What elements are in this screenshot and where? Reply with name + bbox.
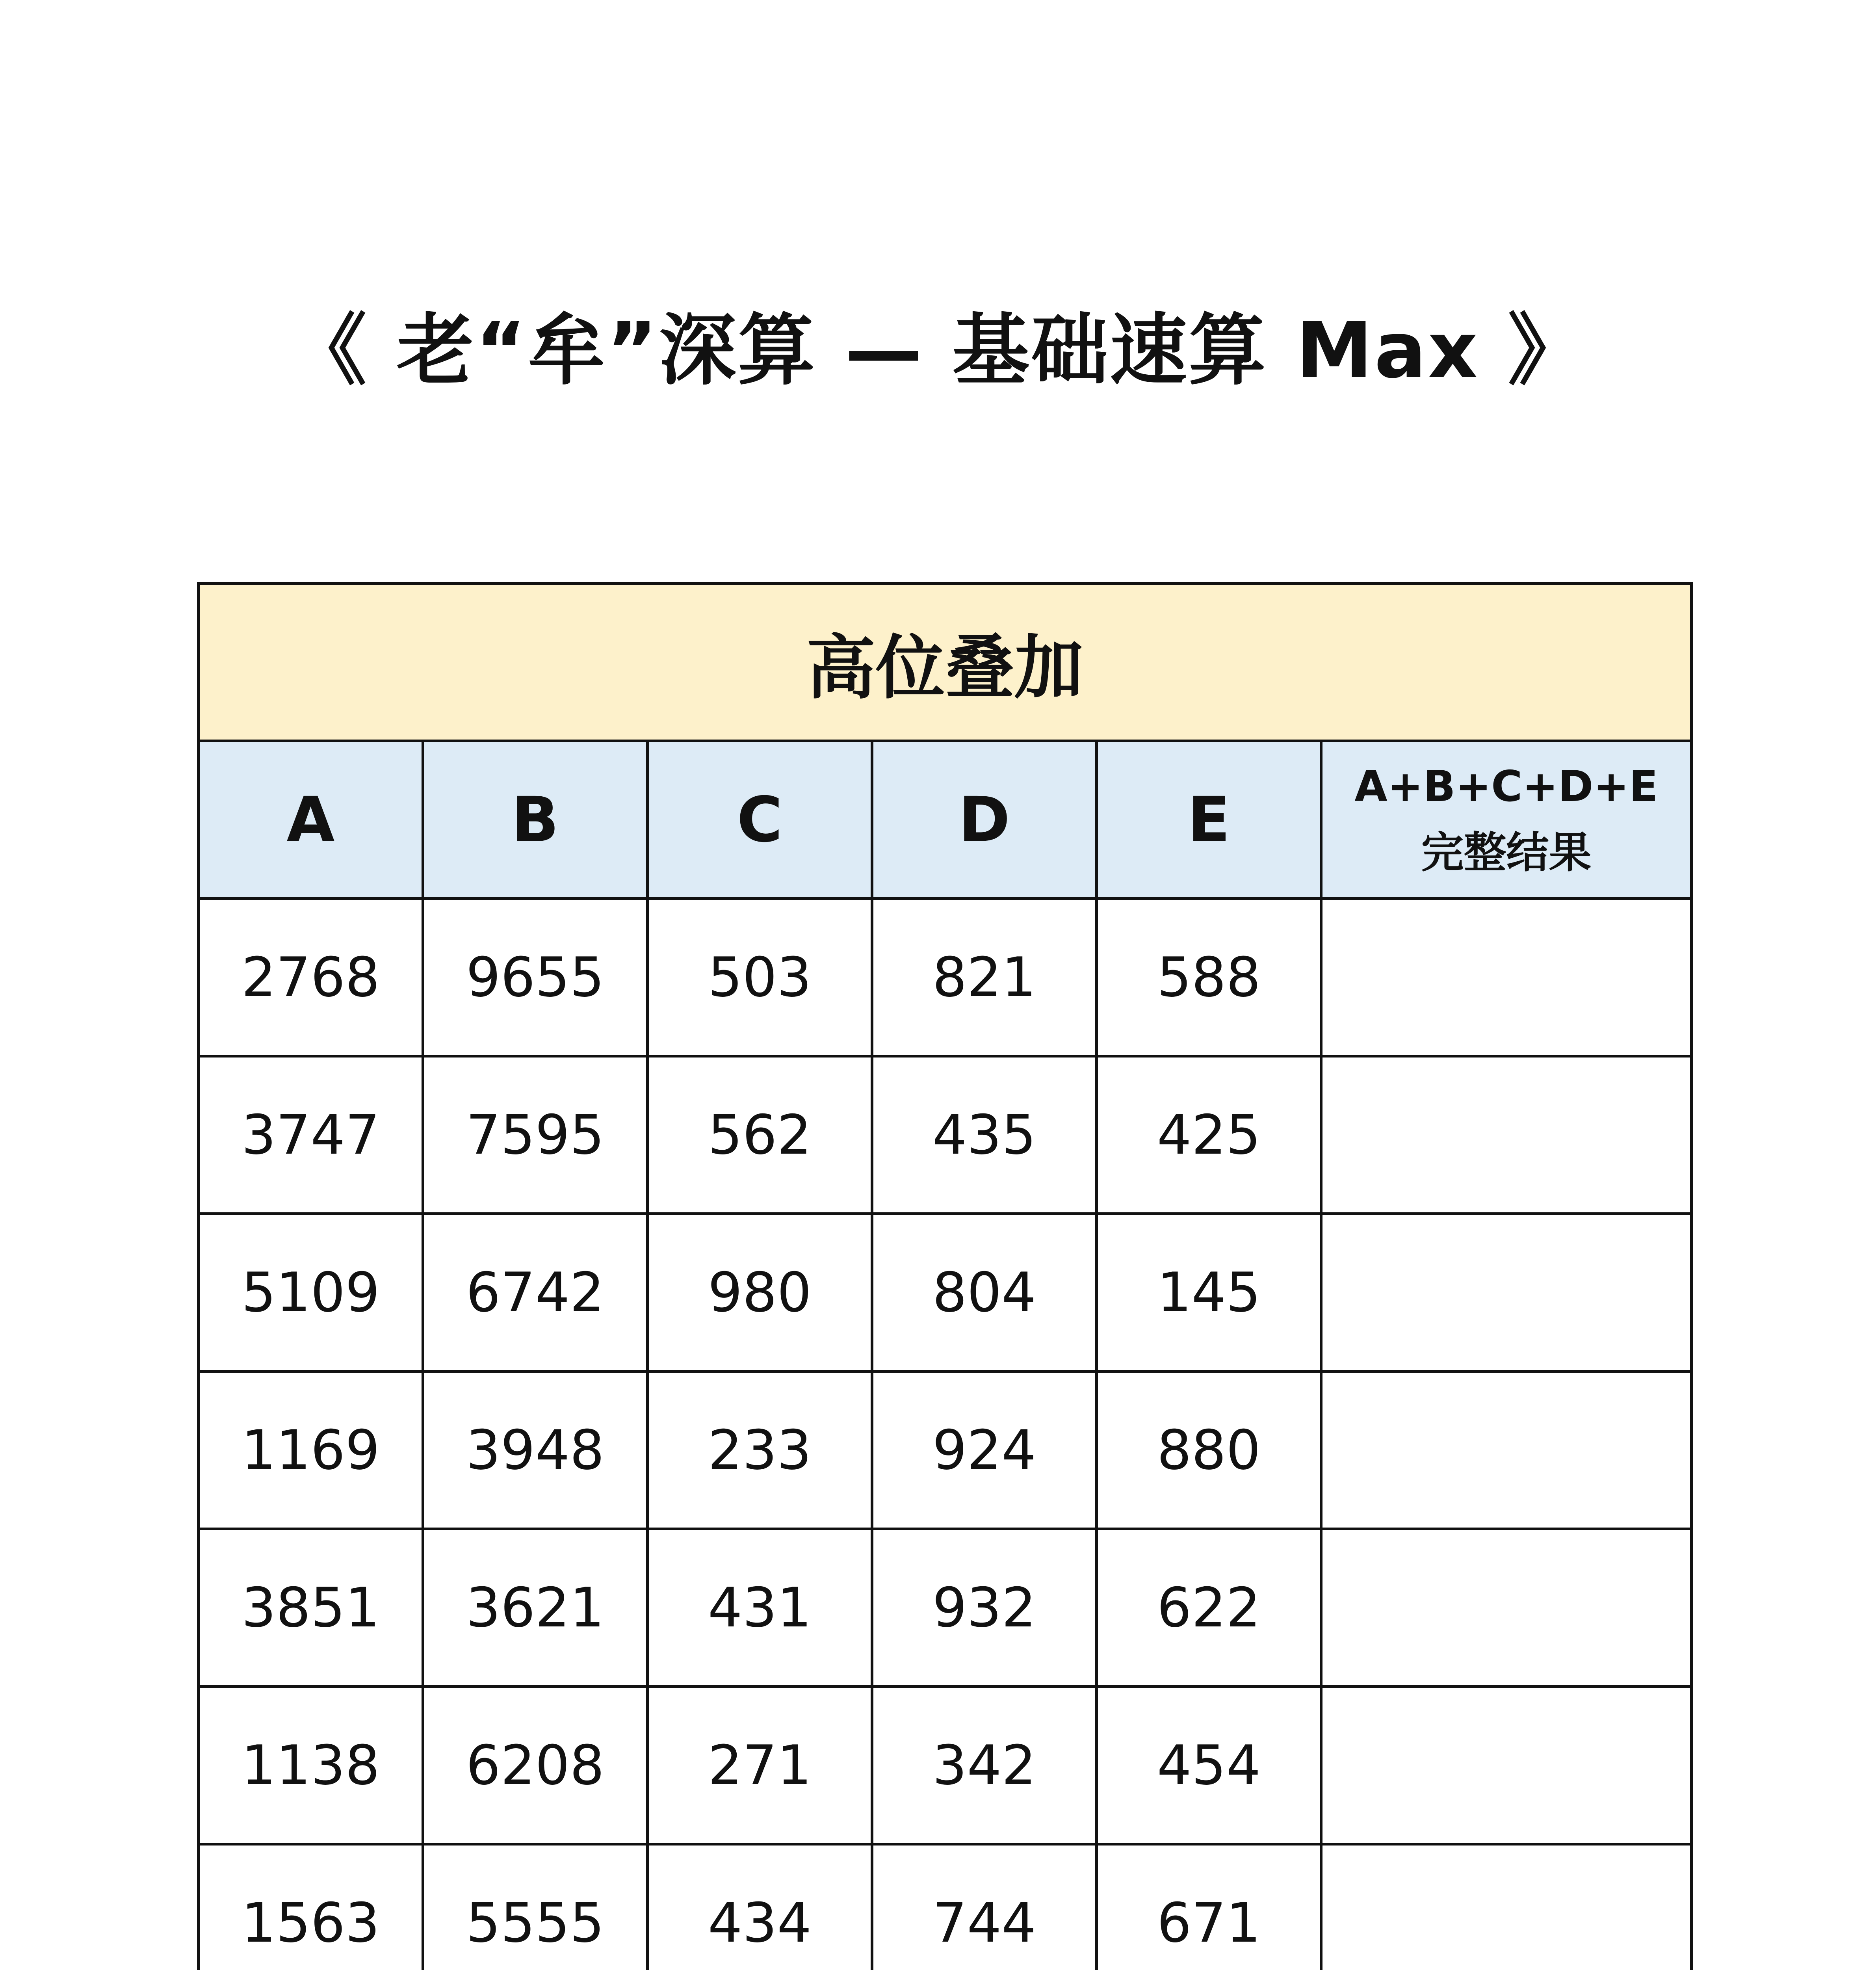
column-header-result (1321, 741, 1692, 899)
cell-e: 425 (1097, 1056, 1321, 1214)
worksheet-body (199, 899, 1692, 1970)
cell-a: 3747 (199, 1056, 423, 1214)
cell-b: 6742 (423, 1214, 648, 1372)
cell-e: 454 (1097, 1687, 1321, 1844)
answer-cell[interactable] (1321, 899, 1692, 1056)
answer-cell[interactable] (1321, 1844, 1692, 1970)
cell-d: 821 (872, 899, 1097, 1056)
cell-c: 233 (648, 1372, 872, 1529)
cell-b: 3948 (423, 1372, 648, 1529)
cell-c: 431 (648, 1529, 872, 1687)
cell-a: 2768 (199, 899, 423, 1056)
cell-a: 1169 (199, 1372, 423, 1529)
column-header-b: B (423, 741, 648, 899)
cell-e: 880 (1097, 1372, 1321, 1529)
column-header-d: D (872, 741, 1097, 899)
cell-c: 434 (648, 1844, 872, 1970)
table-row (199, 1214, 1692, 1372)
answer-cell[interactable] (1321, 1529, 1692, 1687)
cell-a: 1563 (199, 1844, 423, 1970)
cell-b: 7595 (423, 1056, 648, 1214)
answer-cell[interactable] (1321, 1687, 1692, 1844)
cell-e: 622 (1097, 1529, 1321, 1687)
cell-b: 9655 (423, 899, 648, 1056)
cell-d: 804 (872, 1214, 1097, 1372)
cell-e: 145 (1097, 1214, 1321, 1372)
cell-b: 3621 (423, 1529, 648, 1687)
cell-b: 5555 (423, 1844, 648, 1970)
cell-d: 435 (872, 1056, 1097, 1214)
table-row (199, 1844, 1692, 1970)
cell-d: 342 (872, 1687, 1097, 1844)
cell-b: 6208 (423, 1687, 648, 1844)
table-row (199, 1372, 1692, 1529)
cell-d: 924 (872, 1372, 1097, 1529)
cell-c: 271 (648, 1687, 872, 1844)
addition-worksheet-table (197, 582, 1693, 1970)
table-row (199, 899, 1692, 1056)
cell-d: 744 (872, 1844, 1097, 1970)
table-row (199, 1056, 1692, 1214)
result-header-formula: A+B+C+D+E (1354, 762, 1658, 811)
page-title: 《 老“牟”深算 — 基础速算 Max 》 (289, 306, 1587, 396)
cell-c: 562 (648, 1056, 872, 1214)
column-header-e: E (1097, 741, 1321, 899)
answer-cell[interactable] (1321, 1056, 1692, 1214)
column-header-row (199, 741, 1692, 899)
answer-cell[interactable] (1321, 1372, 1692, 1529)
table-row (199, 1529, 1692, 1687)
cell-c: 980 (648, 1214, 872, 1372)
cell-a: 1138 (199, 1687, 423, 1844)
cell-d: 932 (872, 1529, 1097, 1687)
cell-c: 503 (648, 899, 872, 1056)
cell-e: 671 (1097, 1844, 1321, 1970)
cell-a: 3851 (199, 1529, 423, 1687)
cell-e: 588 (1097, 899, 1321, 1056)
column-header-c: C (648, 741, 872, 899)
result-header-label: 完整结果 (1421, 828, 1592, 877)
cell-a: 5109 (199, 1214, 423, 1372)
column-header-a: A (199, 741, 423, 899)
table-row (199, 1687, 1692, 1844)
answer-cell[interactable] (1321, 1214, 1692, 1372)
worksheet-heading: 高位叠加 (199, 584, 1692, 741)
